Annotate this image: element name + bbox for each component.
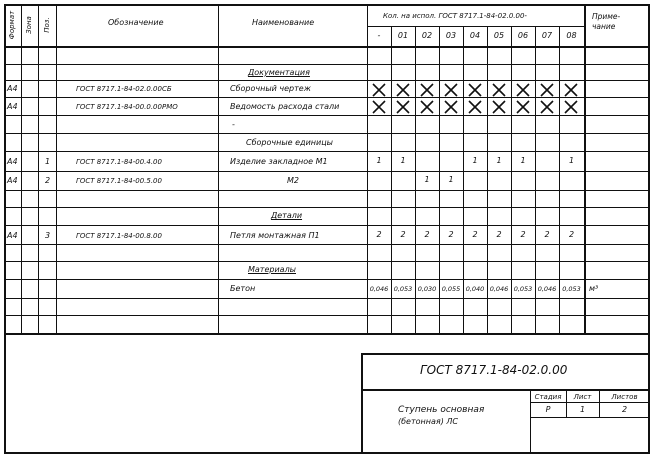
row-unit: м³	[589, 284, 599, 293]
cross-mark-icon	[564, 100, 578, 114]
row-name: Петля монтажная П1	[230, 231, 320, 240]
qty-cell: 2	[400, 230, 406, 239]
title-block-line	[361, 353, 650, 355]
cross-mark-icon	[516, 83, 530, 97]
grid-line	[5, 225, 650, 226]
qty-cell: 2	[520, 230, 526, 239]
row-designation: ГОСТ 8717.1-84-02.0.00СБ	[76, 85, 172, 93]
cross-mark-icon	[420, 83, 434, 97]
qty-cell: 1	[472, 156, 478, 165]
row-format: А4	[7, 231, 18, 240]
variant-header: 05	[493, 31, 505, 40]
row-pos: 2	[45, 176, 51, 185]
grid-line	[5, 80, 650, 81]
qty-cell: 0,040	[465, 285, 485, 293]
grid-line	[21, 5, 22, 334]
qty-cell: 1	[520, 156, 526, 165]
variant-header: 03	[445, 31, 457, 40]
grid-line	[5, 333, 650, 335]
qty-cell: 0,053	[562, 285, 581, 293]
row-name: М2	[287, 176, 299, 185]
sheet-value: 1	[579, 405, 586, 414]
variant-header: -	[377, 31, 381, 40]
grid-line	[5, 151, 650, 152]
grid-line	[5, 133, 650, 134]
row-designation: ГОСТ 8717.1-84-00.8.00	[76, 232, 162, 240]
section-parts: Детали	[271, 211, 303, 220]
row-name: Бетон	[230, 284, 256, 293]
variant-header: 02	[421, 31, 433, 40]
grid-line	[38, 5, 39, 334]
grid-line	[5, 64, 650, 65]
sheets-value: 2	[621, 405, 628, 414]
variant-header: 08	[566, 31, 577, 40]
qty-cell: 2	[568, 230, 575, 239]
qty-cell: 0,053	[393, 285, 413, 293]
grid-line	[5, 46, 650, 48]
qty-cell: 0,046	[537, 285, 557, 293]
variant-header: 07	[541, 31, 553, 40]
header-name: Наименование	[252, 18, 315, 27]
header-zone: Зона	[25, 16, 33, 34]
qty-cell: 2	[448, 230, 454, 239]
grid-line	[5, 298, 650, 299]
cross-mark-icon	[444, 100, 458, 114]
cross-mark-icon	[468, 83, 482, 97]
qty-cell: 1	[376, 156, 382, 165]
row-designation: ГОСТ 8717.1-84-00.5.00	[76, 177, 162, 185]
qty-cell: 2	[424, 230, 430, 239]
cross-mark-icon	[372, 100, 386, 114]
row-format: А4	[7, 102, 18, 111]
section-documentation: Документация	[248, 68, 310, 77]
qty-cell: 1	[448, 175, 454, 184]
grid-line	[5, 207, 650, 208]
row-name: Изделие закладное М1	[230, 157, 328, 166]
grid-line	[56, 5, 57, 334]
header-pos: Поз.	[43, 17, 51, 33]
qty-cell: 0,030	[417, 285, 437, 293]
section-assemblies: Сборочные единицы	[246, 138, 333, 147]
row-designation: ГОСТ 8717.1-84-00.0.00РМО	[76, 103, 178, 111]
title-block-name-line1: Ступень основная	[398, 405, 485, 415]
row-format: А4	[7, 176, 18, 185]
stage-label: Стадия	[534, 393, 562, 401]
section-materials: Материалы	[248, 265, 296, 274]
cross-mark-icon	[396, 100, 410, 114]
qty-cell: 2	[472, 230, 478, 239]
cross-mark-icon	[540, 100, 554, 114]
qty-cell: 1	[400, 156, 406, 165]
qty-cell: 0,046	[489, 285, 509, 293]
qty-cell: 0,053	[513, 285, 533, 293]
grid-line	[5, 171, 650, 172]
qty-cell: 2	[376, 230, 382, 239]
grid-line	[5, 279, 650, 280]
qty-cell: 0,046	[369, 285, 389, 293]
qty-cell: 2	[496, 230, 502, 239]
row-designation: ГОСТ 8717.1-84-00.4.00	[76, 158, 162, 166]
grid-line	[5, 115, 650, 116]
stage-value: Р	[545, 405, 551, 414]
grid-line	[367, 26, 584, 27]
row-name: Ведомость расхода стали	[230, 102, 340, 111]
sheets-label: Листов	[611, 393, 638, 401]
row-pos: 3	[45, 231, 51, 240]
grid-line	[5, 244, 650, 245]
title-block-code: ГОСТ 8717.1-84-02.0.00	[420, 363, 568, 377]
cross-mark-icon	[492, 83, 506, 97]
header-designation: Обозначение	[108, 18, 164, 27]
grid-line	[5, 190, 650, 191]
qty-cell: 1	[496, 156, 502, 165]
title-block-line	[530, 417, 650, 418]
qty-cell: 2	[544, 230, 550, 239]
qty-cell: 1	[568, 156, 575, 165]
cross-mark-icon	[420, 100, 434, 114]
variant-header: 01	[397, 31, 409, 40]
header-qty-title: Кол. на испол. ГОСТ 8717.1-84-02.0.00-	[383, 12, 527, 20]
cross-mark-icon	[516, 100, 530, 114]
cross-mark-icon	[564, 83, 578, 97]
grid-line	[584, 5, 586, 334]
cross-mark-icon	[492, 100, 506, 114]
cross-mark-icon	[396, 83, 410, 97]
qty-cell: 1	[424, 175, 430, 184]
row-format: А4	[7, 84, 18, 93]
row-name: Сборочный чертеж	[230, 84, 311, 93]
row-pos: 1	[45, 157, 51, 166]
qty-cell: 0,055	[441, 285, 461, 293]
variant-header: 04	[469, 31, 481, 40]
cross-mark-icon	[444, 83, 458, 97]
header-note: Приме-чание	[592, 12, 621, 31]
sheet-label: Лист	[573, 393, 592, 401]
row-format: А4	[7, 157, 18, 166]
row-dash: -	[232, 120, 235, 129]
title-block-line	[361, 353, 363, 453]
cross-mark-icon	[540, 83, 554, 97]
variant-header: 06	[517, 31, 529, 40]
grid-line	[5, 97, 650, 98]
grid-line	[5, 261, 650, 262]
cross-mark-icon	[372, 83, 386, 97]
grid-line	[218, 5, 219, 334]
title-block-name-line2: (бетонная) ЛС	[398, 417, 458, 426]
header-format: Формат	[8, 10, 16, 40]
grid-line	[5, 315, 650, 316]
cross-mark-icon	[468, 100, 482, 114]
